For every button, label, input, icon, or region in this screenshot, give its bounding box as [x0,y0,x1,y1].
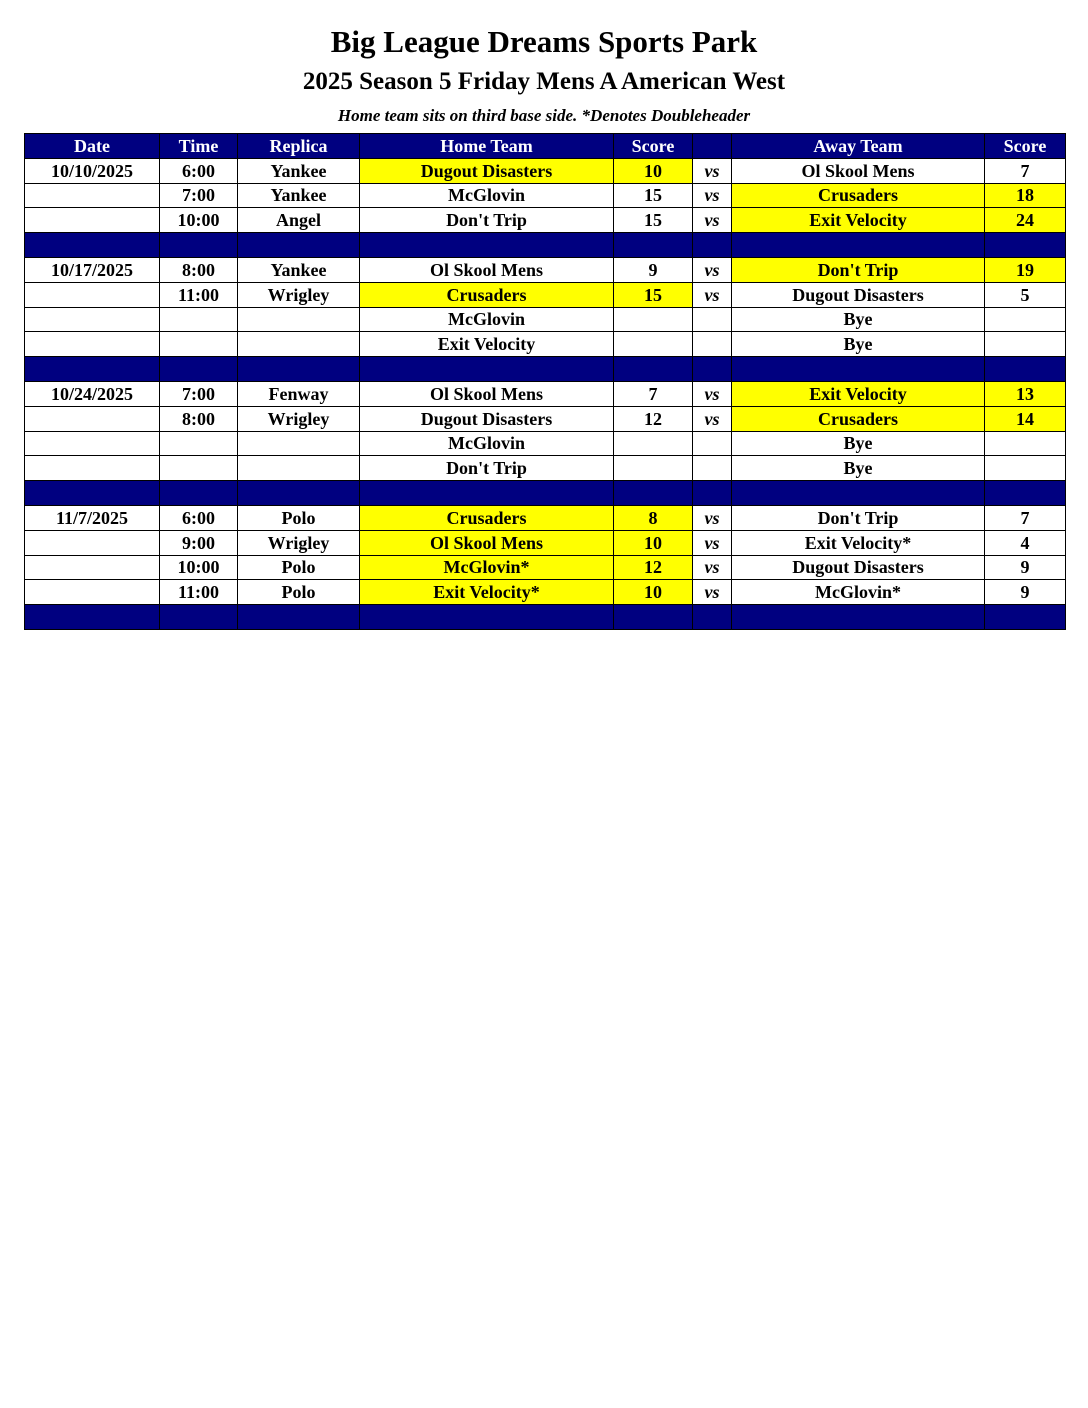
cell-away-score [985,456,1066,481]
separator-cell [732,605,985,630]
table-row [25,183,1066,208]
cell-home-team: Dugout Disasters [360,158,614,183]
cell-away-team: Bye [732,456,985,481]
cell-time: 9:00 [160,530,238,555]
separator-row [25,481,1066,506]
cell-vs: vs [693,580,732,605]
table-row [25,332,1066,357]
cell-away-team: Exit Velocity* [732,530,985,555]
col-replica-header: Replica [238,134,360,159]
cell-away-score [985,307,1066,332]
separator-cell [985,605,1066,630]
cell-time: 11:00 [160,282,238,307]
cell-away-score: 4 [985,530,1066,555]
cell-home-team: McGlovin [360,431,614,456]
separator-cell [693,481,732,506]
cell-vs: vs [693,183,732,208]
cell-away-team: Ol Skool Mens [732,158,985,183]
cell-home-team: Ol Skool Mens [360,257,614,282]
table-row [25,406,1066,431]
col-vs-header [693,134,732,159]
cell-replica: Yankee [238,257,360,282]
cell-away-team: Crusaders [732,183,985,208]
separator-row [25,357,1066,382]
cell-date [25,307,160,332]
cell-replica: Angel [238,208,360,233]
cell-home-team: Don't Trip [360,208,614,233]
cell-date [25,456,160,481]
cell-away-team: Bye [732,332,985,357]
separator-cell [360,481,614,506]
cell-replica: Polo [238,505,360,530]
page-subtitle: 2025 Season 5 Friday Mens A American West [302,68,786,95]
cell-replica: Yankee [238,183,360,208]
cell-replica: Wrigley [238,282,360,307]
separator-cell [160,481,238,506]
cell-replica: Polo [238,555,360,580]
separator-cell [614,233,693,258]
cell-home-score [614,431,693,456]
cell-home-team: Crusaders [360,282,614,307]
cell-away-team: Don't Trip [732,257,985,282]
cell-vs: vs [693,158,732,183]
cell-home-team: Crusaders [360,505,614,530]
cell-away-score: 18 [985,183,1066,208]
cell-vs: vs [693,208,732,233]
cell-replica: Yankee [238,158,360,183]
cell-away-team: Dugout Disasters [732,555,985,580]
separator-cell [238,605,360,630]
cell-date [25,183,160,208]
separator-cell [25,605,160,630]
separator-cell [985,233,1066,258]
cell-vs: vs [693,555,732,580]
table-body [25,158,1066,629]
cell-away-score: 7 [985,158,1066,183]
separator-row [25,605,1066,630]
cell-time: 10:00 [160,555,238,580]
cell-date: 11/7/2025 [25,505,160,530]
cell-time [160,307,238,332]
separator-cell [732,357,985,382]
cell-date [25,431,160,456]
cell-home-score: 8 [614,505,693,530]
table-row [25,208,1066,233]
header-row [25,134,1066,159]
cell-home-team: Exit Velocity [360,332,614,357]
cell-away-score: 7 [985,505,1066,530]
cell-home-team: McGlovin* [360,555,614,580]
separator-cell [160,605,238,630]
cell-home-team: Don't Trip [360,456,614,481]
separator-cell [985,481,1066,506]
cell-vs: vs [693,406,732,431]
cell-home-score: 10 [614,158,693,183]
cell-time: 8:00 [160,257,238,282]
cell-replica [238,431,360,456]
cell-home-score: 10 [614,580,693,605]
separator-cell [25,481,160,506]
table-row [25,431,1066,456]
table-row [25,381,1066,406]
cell-home-score [614,332,693,357]
cell-time: 7:00 [160,381,238,406]
cell-vs: vs [693,530,732,555]
separator-cell [160,233,238,258]
separator-cell [360,605,614,630]
cell-vs: vs [693,505,732,530]
col-away-team-header: Away Team [732,134,985,159]
table-header [25,134,1066,159]
separator-cell [238,357,360,382]
cell-replica: Wrigley [238,406,360,431]
col-home-score-header: Score [614,134,693,159]
cell-time: 8:00 [160,406,238,431]
separator-cell [614,605,693,630]
cell-replica [238,307,360,332]
separator-cell [693,357,732,382]
cell-date [25,208,160,233]
cell-away-team: Exit Velocity [732,381,985,406]
col-date-header: Date [25,134,160,159]
cell-home-score: 15 [614,183,693,208]
separator-row [25,233,1066,258]
separator-cell [614,357,693,382]
schedule-table [24,133,1066,630]
col-home-team-header: Home Team [360,134,614,159]
cell-away-team: Dugout Disasters [732,282,985,307]
table-row [25,282,1066,307]
separator-cell [238,233,360,258]
cell-date [25,406,160,431]
cell-replica: Wrigley [238,530,360,555]
cell-time: 11:00 [160,580,238,605]
cell-away-team: McGlovin* [732,580,985,605]
cell-away-score: 13 [985,381,1066,406]
cell-vs [693,307,732,332]
cell-away-score: 9 [985,580,1066,605]
table-row [25,505,1066,530]
cell-time [160,456,238,481]
separator-cell [732,481,985,506]
table-row [25,307,1066,332]
cell-home-team: McGlovin [360,307,614,332]
cell-date [25,282,160,307]
cell-away-score: 19 [985,257,1066,282]
separator-cell [693,233,732,258]
separator-cell [985,357,1066,382]
col-time-header: Time [160,134,238,159]
col-away-score-header: Score [985,134,1066,159]
cell-replica: Polo [238,580,360,605]
separator-cell [25,357,160,382]
table-row [25,257,1066,282]
schedule-note: Home team sits on third base side. *Denotes Doubleheader [337,106,751,125]
cell-home-score: 9 [614,257,693,282]
cell-time [160,332,238,357]
cell-home-score: 15 [614,208,693,233]
cell-home-team: Exit Velocity* [360,580,614,605]
cell-home-score: 10 [614,530,693,555]
separator-cell [160,357,238,382]
cell-away-team: Bye [732,307,985,332]
cell-date: 10/24/2025 [25,381,160,406]
cell-vs [693,456,732,481]
cell-vs [693,431,732,456]
cell-away-team: Don't Trip [732,505,985,530]
cell-vs: vs [693,282,732,307]
cell-time [160,431,238,456]
cell-away-score [985,332,1066,357]
separator-cell [614,481,693,506]
cell-home-score: 7 [614,381,693,406]
separator-cell [732,233,985,258]
cell-home-team: Ol Skool Mens [360,530,614,555]
cell-time: 6:00 [160,158,238,183]
cell-time: 6:00 [160,505,238,530]
cell-home-score [614,456,693,481]
cell-vs [693,332,732,357]
separator-cell [238,481,360,506]
table-row [25,530,1066,555]
cell-away-team: Exit Velocity [732,208,985,233]
table-row [25,555,1066,580]
cell-vs: vs [693,257,732,282]
cell-home-team: Dugout Disasters [360,406,614,431]
cell-vs: vs [693,381,732,406]
cell-date: 10/10/2025 [25,158,160,183]
cell-time: 10:00 [160,208,238,233]
cell-away-team: Bye [732,431,985,456]
table-row [25,158,1066,183]
separator-cell [25,233,160,258]
separator-cell [693,605,732,630]
cell-home-score: 12 [614,406,693,431]
cell-home-score [614,307,693,332]
cell-away-score: 14 [985,406,1066,431]
table-row [25,580,1066,605]
cell-away-score [985,431,1066,456]
cell-away-team: Crusaders [732,406,985,431]
cell-time: 7:00 [160,183,238,208]
cell-date [25,555,160,580]
separator-cell [360,233,614,258]
cell-away-score: 9 [985,555,1066,580]
cell-date [25,332,160,357]
cell-replica [238,456,360,481]
cell-away-score: 5 [985,282,1066,307]
cell-replica [238,332,360,357]
cell-replica: Fenway [238,381,360,406]
cell-home-team: McGlovin [360,183,614,208]
page-title: Big League Dreams Sports Park [330,24,758,59]
separator-cell [360,357,614,382]
cell-date [25,530,160,555]
cell-date [25,580,160,605]
cell-away-score: 24 [985,208,1066,233]
cell-date: 10/17/2025 [25,257,160,282]
cell-home-team: Ol Skool Mens [360,381,614,406]
table-row [25,456,1066,481]
cell-home-score: 12 [614,555,693,580]
cell-home-score: 15 [614,282,693,307]
